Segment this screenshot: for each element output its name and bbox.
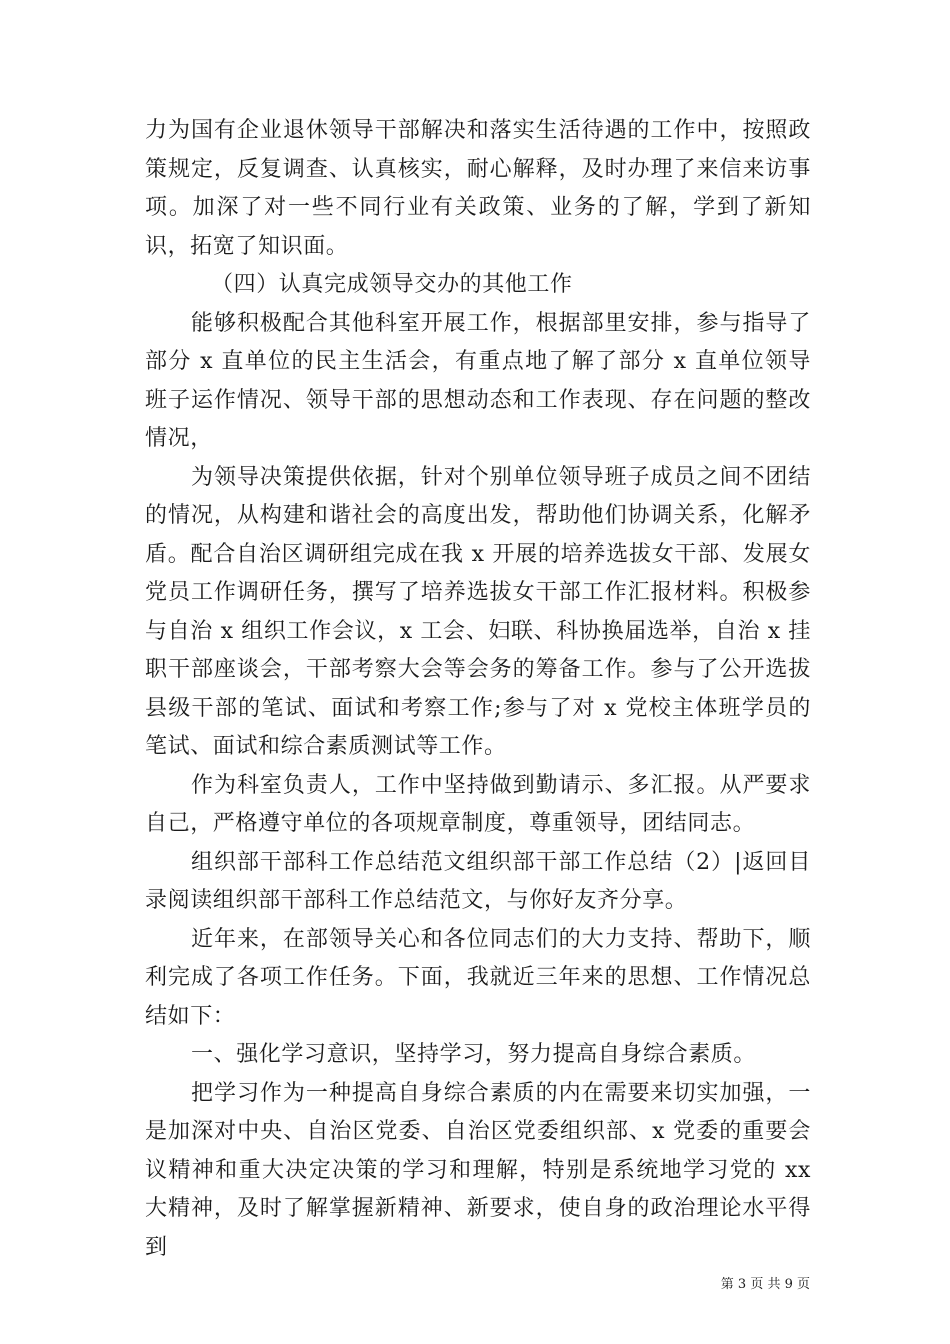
paragraph-continuation: 力为国有企业退休领导干部解决和落实生活待遇的工作中，按照政策规定，反复调查、认真核实，耐心解释，及时办理了来信来访事项。加深了对一些不同行业有关政策、业务的了解，学到了新知识，拓宽了知识面。 (145, 118, 811, 259)
paragraph: 能够积极配合其他科室开展工作，根据部里安排，参与指导了部分 x 直单位的民主生活会，有重点地了解了部分 x 直单位领导班子运作情况、领导干部的思想动态和工作表现、存在问题的整改情况， (145, 310, 811, 451)
paragraph: 把学习作为一种提高自身综合素质的内在需要来切实加强，一是加深对中央、自治区党委、自治区党委组织部、x 党委的重要会议精神和重大决定决策的学习和理解，特别是系统地学习党的 xx 大精神，及时了解掌握新精神、新要求，使自身的政治理论水平得到 (145, 1080, 811, 1260)
paragraph: 作为科室负责人，工作中坚持做到勤请示、多汇报。从严要求自己，严格遵守单位的各项规章制度，尊重领导，团结同志。 (145, 772, 811, 836)
paragraph: 一、强化学习意识，坚持学习，努力提高自身综合素质。 (191, 1042, 757, 1067)
paragraph: 近年来，在部领导关心和各位同志们的大力支持、帮助下，顺利完成了各项工作任务。下面，我就近三年来的思想、工作情况总结如下： (145, 926, 811, 1029)
page-number: 第 3 页 共 9 页 (720, 1277, 810, 1292)
paragraph: 组织部干部科工作总结范文组织部干部工作总结（2）|返回目录阅读组织部干部科工作总结范文，与你好友齐分享。 (145, 849, 811, 913)
paragraph: 为领导决策提供依据，针对个别单位领导班子成员之间不团结的情况，从构建和谐社会的高度出发，帮助他们协调关系，化解矛盾。配合自治区调研组完成在我 x 开展的培养选拔女干部、发展女党员工作调研任务，撰写了培养选拔女干部工作汇报材料。积极参与自治 x 组织工作会议，x 工会、妇联、科协换届选举，自治 x 挂职干部座谈会，干部考察大会等会务的筹备工作。参与了公开选拔县级干部的笔试、面试和考察工作;参与了对 x 党校主体班学员的笔试、面试和综合素质测试等工作。 (145, 464, 811, 759)
document-body (145, 112, 811, 1267)
section-heading: （四）认真完成领导交办的其他工作 (211, 272, 573, 297)
